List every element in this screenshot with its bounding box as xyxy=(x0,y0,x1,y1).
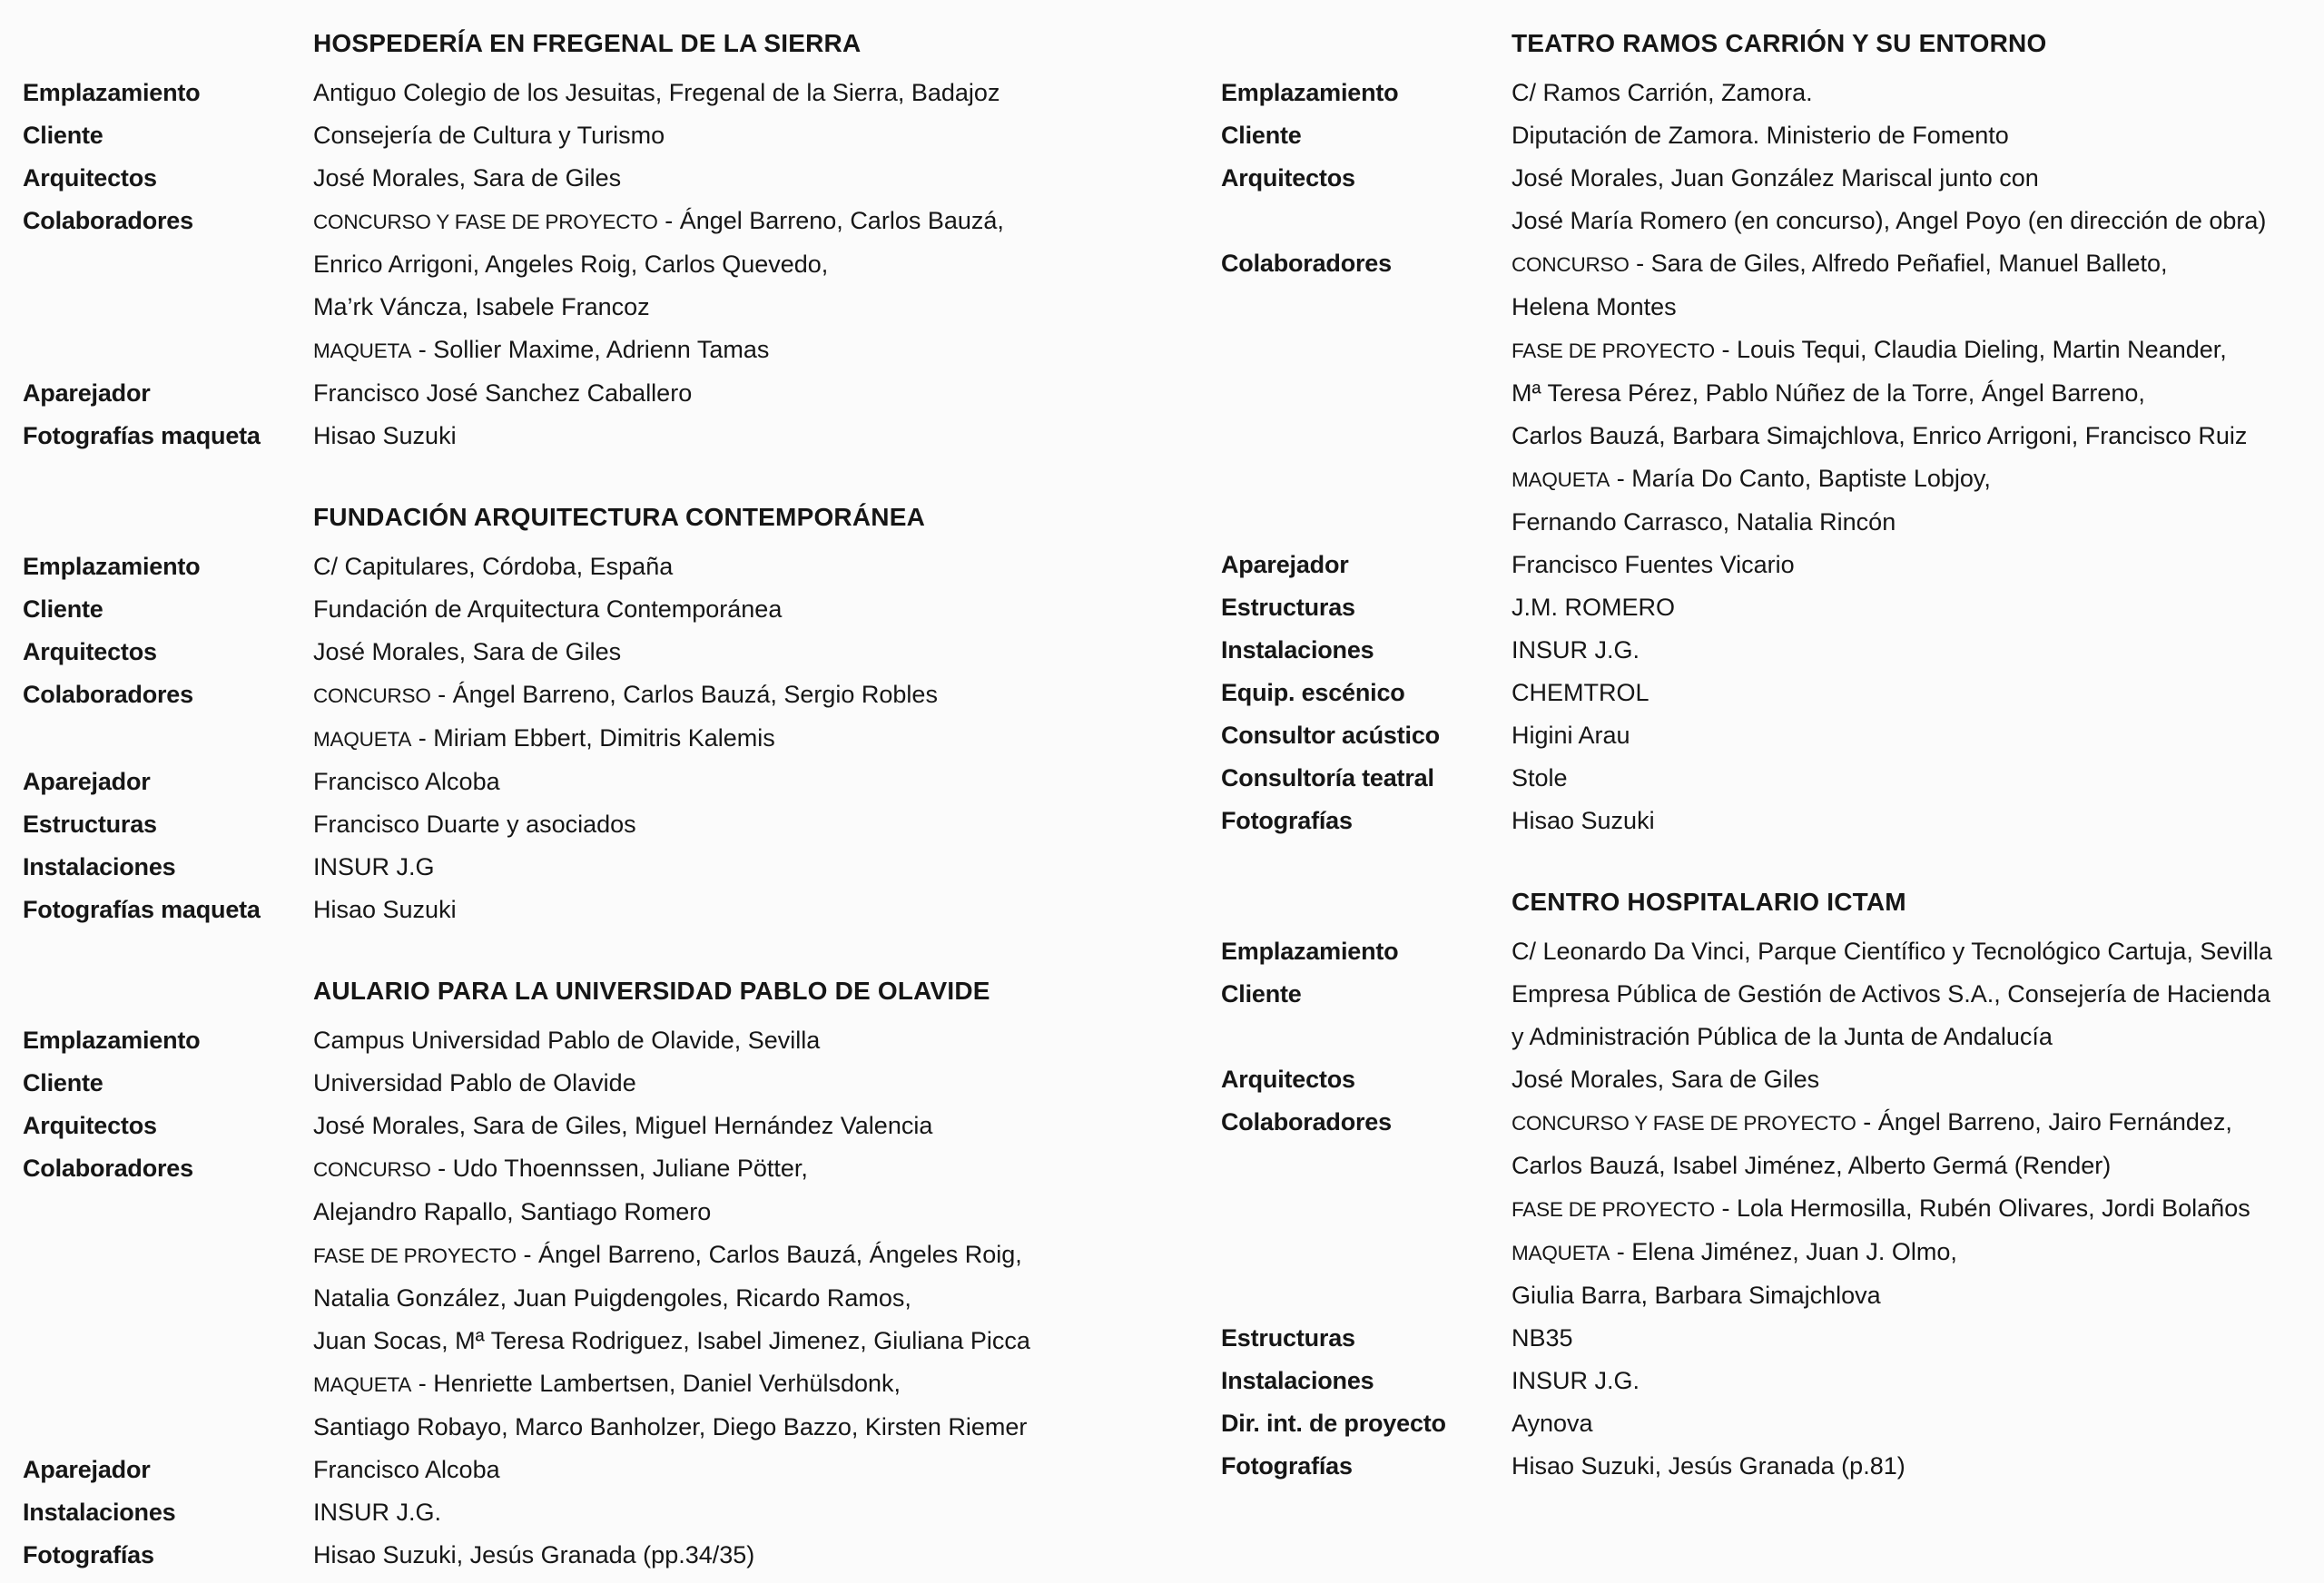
project-title: AULARIO PARA LA UNIVERSIDAD PABLO DE OLAVIDE xyxy=(313,977,990,1005)
credit-line xyxy=(1512,415,2324,457)
credit-line xyxy=(1512,200,2324,242)
credit-line xyxy=(313,1019,1221,1062)
credit-phase-prefix: MAQUETA xyxy=(313,728,412,751)
credit-line xyxy=(1512,629,2324,672)
credit-value xyxy=(313,1491,1221,1534)
credit-line xyxy=(1512,800,2324,842)
credit-line xyxy=(1512,1274,2324,1317)
credit-label: Fotografías xyxy=(1221,807,1353,834)
credit-line xyxy=(313,889,1221,931)
credit-row xyxy=(1221,1058,2324,1101)
credit-row xyxy=(23,1105,1221,1147)
credit-text: Alejandro Rapallo, Santiago Romero xyxy=(313,1198,712,1225)
credit-text: INSUR J.G. xyxy=(1512,636,1640,664)
credit-line xyxy=(313,1147,1221,1191)
credit-label: Emplazamiento xyxy=(23,1027,201,1054)
credit-label: Consultoría teatral xyxy=(1221,764,1434,792)
credit-label: Arquitectos xyxy=(1221,164,1355,192)
credit-value xyxy=(313,1062,1221,1105)
credit-label: Aparejador xyxy=(1221,551,1349,578)
project-title: TEATRO RAMOS CARRIÓN Y SU ENTORNO xyxy=(1512,29,2047,57)
credit-value xyxy=(313,415,1221,457)
credit-text: Fernando Carrasco, Natalia Rincón xyxy=(1512,508,1896,536)
credit-phase-prefix: MAQUETA xyxy=(313,1373,412,1396)
credit-row xyxy=(23,372,1221,415)
credit-label: Arquitectos xyxy=(23,164,157,192)
credit-row xyxy=(1221,242,2324,544)
credit-row xyxy=(1221,114,2324,157)
credit-text: - Ángel Barreno, Carlos Bauzá, Sergio Robles xyxy=(430,681,938,708)
credit-row xyxy=(1221,1317,2324,1360)
credit-line xyxy=(313,1534,1221,1577)
project-section xyxy=(1221,22,2324,842)
credit-line xyxy=(1512,114,2324,157)
credit-label: Fotografías maqueta xyxy=(23,896,261,923)
credit-line xyxy=(1512,1317,2324,1360)
credit-line xyxy=(313,286,1221,329)
credit-phase-prefix: CONCURSO xyxy=(1512,253,1630,276)
credit-value xyxy=(313,546,1221,588)
credit-value xyxy=(313,761,1221,803)
credit-line xyxy=(1512,544,2324,586)
credit-text: Hisao Suzuki xyxy=(1512,807,1655,834)
credit-line xyxy=(313,674,1221,717)
credit-label: Instalaciones xyxy=(23,853,176,880)
credit-row xyxy=(1221,586,2324,629)
credit-text: C/ Ramos Carrión, Zamora. xyxy=(1512,79,1813,106)
credit-row xyxy=(23,588,1221,631)
credit-value xyxy=(1512,1101,2324,1317)
credit-label: Emplazamiento xyxy=(1221,938,1399,965)
credit-label: Estructuras xyxy=(23,811,157,838)
credit-value xyxy=(1512,544,2324,586)
credit-row xyxy=(1221,1360,2324,1402)
credit-line xyxy=(313,415,1221,457)
credit-label: Fotografías maqueta xyxy=(23,422,261,449)
credit-line xyxy=(1512,372,2324,415)
credit-line xyxy=(313,1362,1221,1406)
credit-phase-prefix: CONCURSO xyxy=(313,1158,431,1181)
credit-text: - Louis Tequi, Claudia Dieling, Martin Neander, xyxy=(1714,336,2227,363)
credit-phase-prefix: CONCURSO Y FASE DE PROYECTO xyxy=(1512,1112,1856,1135)
project-section xyxy=(23,22,1221,457)
credit-row xyxy=(1221,800,2324,842)
credit-value xyxy=(1512,157,2324,242)
credit-value xyxy=(1512,1402,2324,1445)
credit-value xyxy=(313,157,1221,200)
credit-text: Hisao Suzuki, Jesús Granada (pp.34/35) xyxy=(313,1541,755,1568)
credit-line xyxy=(1512,973,2324,1016)
credit-text: - Sollier Maxime, Adrienn Tamas xyxy=(411,336,770,363)
credit-line xyxy=(1512,457,2324,501)
credit-row xyxy=(23,803,1221,846)
credit-text: Mª Teresa Pérez, Pablo Núñez de la Torre, Ángel Barreno, xyxy=(1512,379,2145,407)
credit-row xyxy=(23,1534,1221,1577)
credit-line xyxy=(313,846,1221,889)
credit-text: Ma’rk Váncza, Isabele Francoz xyxy=(313,293,650,320)
credit-line xyxy=(313,631,1221,674)
credit-label: Colaboradores xyxy=(23,681,193,708)
credit-label: Arquitectos xyxy=(23,1112,157,1139)
credit-line xyxy=(1512,1101,2324,1145)
credit-text: José Morales, Sara de Giles, Miguel Hernández Valencia xyxy=(313,1112,933,1139)
credit-line xyxy=(1512,714,2324,757)
credit-phase-prefix: MAQUETA xyxy=(1512,1242,1610,1264)
credit-text: Stole xyxy=(1512,764,1568,792)
credit-label: Colaboradores xyxy=(1221,1108,1392,1136)
credit-line xyxy=(313,114,1221,157)
credit-row xyxy=(23,761,1221,803)
credit-line xyxy=(1512,1231,2324,1274)
credit-row xyxy=(1221,973,2324,1058)
credit-text: José María Romero (en concurso), Angel Poyo (en dirección de obra) xyxy=(1512,207,2267,234)
project-title: CENTRO HOSPITALARIO ICTAM xyxy=(1512,888,1906,916)
credit-text: Hisao Suzuki xyxy=(313,422,457,449)
credit-text: Juan Socas, Mª Teresa Rodriguez, Isabel Jimenez, Giuliana Picca xyxy=(313,1327,1030,1354)
credit-text: José Morales, Sara de Giles xyxy=(313,638,622,665)
credit-line xyxy=(313,157,1221,200)
credit-row xyxy=(23,157,1221,200)
credit-line xyxy=(313,1491,1221,1534)
credit-line xyxy=(313,1449,1221,1491)
project-title: HOSPEDERÍA EN FREGENAL DE LA SIERRA xyxy=(313,29,862,57)
credit-text: Enrico Arrigoni, Angeles Roig, Carlos Quevedo, xyxy=(313,251,829,278)
credit-value xyxy=(1512,629,2324,672)
project-section xyxy=(23,969,1221,1577)
credit-line xyxy=(1512,930,2324,973)
credit-line xyxy=(313,1105,1221,1147)
credit-text: Empresa Pública de Gestión de Activos S.A., Consejería de Hacienda xyxy=(1512,980,2270,1008)
credit-label: Aparejador xyxy=(23,768,151,795)
credit-row xyxy=(1221,544,2324,586)
credit-text: Giulia Barra, Barbara Simajchlova xyxy=(1512,1282,1881,1309)
credit-text: - María Do Canto, Baptiste Lobjoy, xyxy=(1610,465,1991,492)
credit-row xyxy=(23,1491,1221,1534)
credit-label: Emplazamiento xyxy=(23,553,201,580)
credit-text: - Elena Jiménez, Juan J. Olmo, xyxy=(1610,1238,1957,1265)
credit-value xyxy=(1512,672,2324,714)
credit-value xyxy=(1512,930,2324,973)
project-rows xyxy=(23,72,1221,457)
credit-value xyxy=(313,114,1221,157)
credit-row xyxy=(23,631,1221,674)
project-title: FUNDACIÓN ARQUITECTURA CONTEMPORÁNEA xyxy=(313,503,925,531)
credit-text: C/ Capitulares, Córdoba, España xyxy=(313,553,674,580)
credit-line xyxy=(313,372,1221,415)
credit-label: Arquitectos xyxy=(1221,1066,1355,1093)
credit-value xyxy=(313,1147,1221,1449)
credit-line xyxy=(1512,1445,2324,1488)
credit-text: - Ángel Barreno, Carlos Bauzá, Ángeles Roig, xyxy=(516,1241,1022,1268)
credit-value xyxy=(1512,714,2324,757)
credit-text: Hisao Suzuki xyxy=(313,896,457,923)
credit-line xyxy=(313,588,1221,631)
credit-line xyxy=(313,243,1221,286)
credit-value xyxy=(313,1019,1221,1062)
credit-line xyxy=(1512,672,2324,714)
credit-value xyxy=(1512,757,2324,800)
credit-line xyxy=(1512,242,2324,286)
credit-value xyxy=(1512,1445,2324,1488)
credit-text: Hisao Suzuki, Jesús Granada (p.81) xyxy=(1512,1452,1905,1480)
credit-value xyxy=(313,674,1221,761)
credit-phase-prefix: CONCURSO xyxy=(313,684,431,707)
credit-line xyxy=(313,1277,1221,1320)
credit-phase-prefix: MAQUETA xyxy=(1512,468,1610,491)
credit-label: Cliente xyxy=(23,595,103,623)
credit-line xyxy=(1512,1058,2324,1101)
project-rows xyxy=(23,546,1221,931)
credit-row xyxy=(23,415,1221,457)
credit-row xyxy=(1221,1402,2324,1445)
credit-row xyxy=(1221,714,2324,757)
credit-text: José Morales, Sara de Giles xyxy=(313,164,622,192)
credit-label: Fotografías xyxy=(23,1541,154,1568)
credit-line xyxy=(313,329,1221,372)
credit-line xyxy=(313,761,1221,803)
credit-line xyxy=(313,546,1221,588)
credit-text: - Lola Hermosilla, Rubén Olivares, Jordi Bolaños xyxy=(1714,1195,2250,1222)
credit-text: Fundación de Arquitectura Contemporánea xyxy=(313,595,783,623)
credit-row xyxy=(1221,1445,2324,1488)
credit-value xyxy=(1512,72,2324,114)
credit-value xyxy=(313,803,1221,846)
credit-label: Consultor acústico xyxy=(1221,722,1440,749)
credits-column-right xyxy=(1221,22,2324,1583)
credit-text: Francisco Alcoba xyxy=(313,768,500,795)
credit-text: CHEMTROL xyxy=(1512,679,1649,706)
credit-text: INSUR J.G. xyxy=(1512,1367,1640,1394)
credit-text: INSUR J.G xyxy=(313,853,435,880)
credit-line xyxy=(1512,72,2324,114)
credit-text: Santiago Robayo, Marco Banholzer, Diego Bazzo, Kirsten Riemer xyxy=(313,1413,1028,1440)
credit-phase-prefix: FASE DE PROYECTO xyxy=(1512,339,1715,362)
credit-text: Aynova xyxy=(1512,1410,1593,1437)
project-section xyxy=(1221,880,2324,1488)
credit-value xyxy=(313,1105,1221,1147)
credit-text: Helena Montes xyxy=(1512,293,1677,320)
credit-line xyxy=(1512,586,2324,629)
credit-label: Estructuras xyxy=(1221,594,1355,621)
credit-label: Instalaciones xyxy=(1221,1367,1374,1394)
credit-value xyxy=(313,1449,1221,1491)
credit-row xyxy=(1221,757,2324,800)
credit-line xyxy=(1512,286,2324,329)
credit-line xyxy=(1512,1016,2324,1058)
credit-row xyxy=(1221,629,2324,672)
credit-line xyxy=(313,1406,1221,1449)
credit-label: Aparejador xyxy=(23,1456,151,1483)
credit-value xyxy=(313,200,1221,372)
credit-line xyxy=(1512,1145,2324,1187)
credit-text: Francisco Fuentes Vicario xyxy=(1512,551,1795,578)
credit-value xyxy=(1512,242,2324,544)
credit-text: - Ángel Barreno, Carlos Bauzá, xyxy=(657,207,1004,234)
credit-line xyxy=(1512,757,2324,800)
credits-column-left xyxy=(23,22,1221,1583)
credit-line xyxy=(313,1234,1221,1277)
credit-label: Instalaciones xyxy=(1221,636,1374,664)
credit-line xyxy=(1512,157,2324,200)
credit-text: - Ángel Barreno, Jairo Fernández, xyxy=(1856,1108,2232,1136)
credit-text: Carlos Bauzá, Isabel Jiménez, Alberto Germá (Render) xyxy=(1512,1152,2112,1179)
credit-value xyxy=(313,1534,1221,1577)
credit-row xyxy=(23,1147,1221,1449)
credit-row xyxy=(23,1062,1221,1105)
credit-line xyxy=(313,1062,1221,1105)
credit-line xyxy=(1512,1402,2324,1445)
credit-row xyxy=(23,1449,1221,1491)
credit-line xyxy=(313,1191,1221,1234)
project-section xyxy=(23,496,1221,931)
credit-row xyxy=(1221,930,2324,973)
credit-row xyxy=(23,674,1221,761)
credit-text: INSUR J.G. xyxy=(313,1499,442,1526)
credit-row xyxy=(23,114,1221,157)
credit-text: NB35 xyxy=(1512,1324,1573,1352)
credit-phase-prefix: FASE DE PROYECTO xyxy=(313,1244,517,1267)
project-rows xyxy=(1221,72,2324,842)
credit-text: Natalia González, Juan Puigdengoles, Ricardo Ramos, xyxy=(313,1284,911,1312)
credit-text: - Miriam Ebbert, Dimitris Kalemis xyxy=(411,724,775,752)
credit-line xyxy=(313,717,1221,761)
credit-label: Fotografías xyxy=(1221,1452,1353,1480)
credit-row xyxy=(23,546,1221,588)
credit-text: José Morales, Juan González Mariscal junto con xyxy=(1512,164,2039,192)
credit-label: Instalaciones xyxy=(23,1499,176,1526)
credit-row xyxy=(23,846,1221,889)
credit-text: José Morales, Sara de Giles xyxy=(1512,1066,1820,1093)
credit-text: Higini Arau xyxy=(1512,722,1630,749)
project-rows xyxy=(23,1019,1221,1577)
credit-label: Cliente xyxy=(1221,122,1302,149)
credit-label: Colaboradores xyxy=(1221,250,1392,277)
credit-value xyxy=(313,846,1221,889)
credit-label: Colaboradores xyxy=(23,1155,193,1182)
credit-label: Emplazamiento xyxy=(1221,79,1399,106)
credit-label: Cliente xyxy=(23,1069,103,1096)
credit-row xyxy=(23,72,1221,114)
credit-phase-prefix: FASE DE PROYECTO xyxy=(1512,1198,1715,1221)
credit-line xyxy=(1512,329,2324,372)
credit-text: y Administración Pública de la Junta de Andalucía xyxy=(1512,1023,2053,1050)
credit-row xyxy=(1221,72,2324,114)
credit-value xyxy=(1512,586,2324,629)
credit-phase-prefix: MAQUETA xyxy=(313,339,412,362)
credit-phase-prefix: CONCURSO Y FASE DE PROYECTO xyxy=(313,211,658,233)
credit-label: Aparejador xyxy=(23,379,151,407)
credit-row xyxy=(23,200,1221,372)
credit-value xyxy=(1512,973,2324,1058)
credit-value xyxy=(313,588,1221,631)
credit-label: Arquitectos xyxy=(23,638,157,665)
credit-text: Campus Universidad Pablo de Olavide, Sevilla xyxy=(313,1027,821,1054)
credit-label: Cliente xyxy=(1221,980,1302,1008)
credit-text: - Udo Thoennssen, Juliane Pötter, xyxy=(430,1155,808,1182)
credit-value xyxy=(313,372,1221,415)
credit-label: Dir. int. de proyecto xyxy=(1221,1410,1446,1437)
credit-text: Francisco Duarte y asociados xyxy=(313,811,636,838)
credit-label: Estructuras xyxy=(1221,1324,1355,1352)
credit-value xyxy=(1512,800,2324,842)
credit-label: Colaboradores xyxy=(23,207,193,234)
credit-label: Cliente xyxy=(23,122,103,149)
credit-row xyxy=(1221,157,2324,242)
credit-row xyxy=(23,1019,1221,1062)
credit-line xyxy=(313,803,1221,846)
credit-value xyxy=(1512,1360,2324,1402)
credit-text: Francisco José Sanchez Caballero xyxy=(313,379,693,407)
credit-line xyxy=(313,72,1221,114)
credit-line xyxy=(1512,501,2324,544)
credit-label: Equip. escénico xyxy=(1221,679,1405,706)
credit-value xyxy=(1512,1058,2324,1101)
credit-text: - Henriette Lambertsen, Daniel Verhülsdonk, xyxy=(411,1370,901,1397)
credit-value xyxy=(313,889,1221,931)
credit-label: Emplazamiento xyxy=(23,79,201,106)
credit-text: Francisco Alcoba xyxy=(313,1456,500,1483)
credit-text: Antiguo Colegio de los Jesuitas, Fregenal de la Sierra, Badajoz xyxy=(313,79,1000,106)
credit-text: J.M. ROMERO xyxy=(1512,594,1675,621)
credit-text: Universidad Pablo de Olavide xyxy=(313,1069,636,1096)
credit-row xyxy=(23,889,1221,931)
credit-row xyxy=(1221,1101,2324,1317)
credit-value xyxy=(1512,114,2324,157)
project-rows xyxy=(1221,930,2324,1488)
credit-text: Carlos Bauzá, Barbara Simajchlova, Enrico Arrigoni, Francisco Ruiz xyxy=(1512,422,2248,449)
credit-text: Consejería de Cultura y Turismo xyxy=(313,122,665,149)
credit-value xyxy=(313,72,1221,114)
credit-text: Diputación de Zamora. Ministerio de Fomento xyxy=(1512,122,2009,149)
credit-row xyxy=(1221,672,2324,714)
credit-text: - Sara de Giles, Alfredo Peñafiel, Manuel Balleto, xyxy=(1629,250,2168,277)
credit-line xyxy=(313,200,1221,243)
credit-line xyxy=(1512,1360,2324,1402)
credit-text: C/ Leonardo Da Vinci, Parque Científico y Tecnológico Cartuja, Sevilla xyxy=(1512,938,2272,965)
credit-line xyxy=(313,1320,1221,1362)
credit-line xyxy=(1512,1187,2324,1231)
credit-value xyxy=(313,631,1221,674)
credit-value xyxy=(1512,1317,2324,1360)
